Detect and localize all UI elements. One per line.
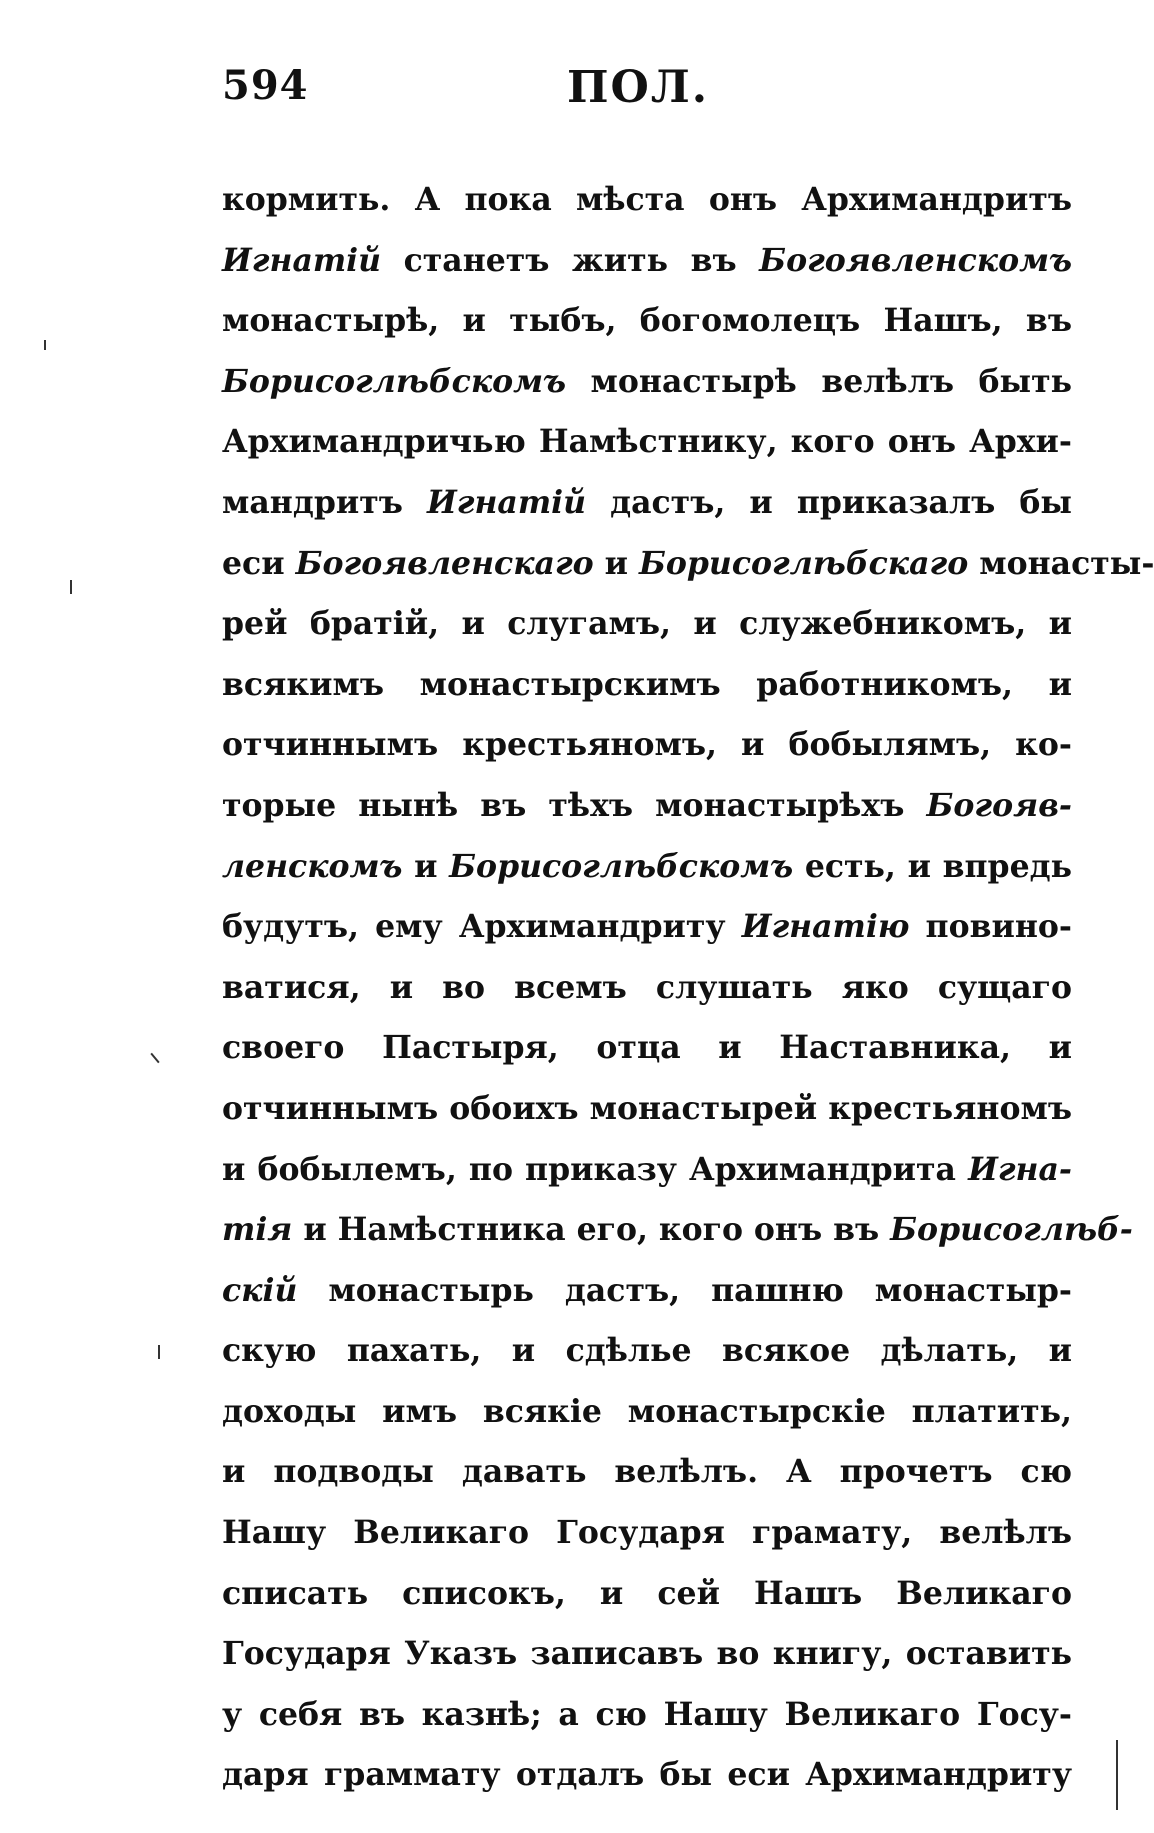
italic-text: Богоявленскаго	[295, 544, 594, 582]
text-line	[222, 1503, 1072, 1564]
text-run: и подводы давать велѣлъ. А прочетъ сю	[222, 1453, 1072, 1491]
text-line	[222, 776, 1072, 837]
text-run: всякимъ монастырскимъ работникомъ, и	[222, 665, 1072, 703]
body-text	[222, 170, 1154, 1806]
text-line	[222, 1200, 1133, 1261]
text-run: монасты-	[968, 544, 1154, 582]
italic-text: Борисоглѣбскаго	[638, 544, 969, 582]
text-line	[222, 715, 1072, 776]
text-line	[222, 170, 1072, 231]
text-run: даря граммату отдалъ бы еси Архимандриту	[222, 1756, 1072, 1794]
italic-text: Игнатій	[222, 241, 382, 279]
italic-text: Борисоглѣбскомъ	[449, 847, 794, 885]
text-run: и Намѣстника его, кого онъ въ	[292, 1211, 891, 1249]
text-run: еси	[222, 544, 296, 582]
text-run: есть, и впредь	[793, 847, 1073, 885]
text-line	[222, 897, 1072, 958]
text-run: своего Пастыря, отца и Наставника, и	[222, 1029, 1072, 1067]
text-run: Архимандричью Намѣстнику, кого онъ Архи-	[222, 423, 1072, 461]
text-run: монастырѣ, и тыбъ, богомолецъ Нашъ, въ	[222, 302, 1072, 340]
italic-text: Игна-	[968, 1150, 1072, 1188]
running-head: ПОЛ.	[567, 62, 710, 113]
text-run: монастырь дастъ, пашню монастыр-	[297, 1271, 1072, 1309]
text-run: и	[593, 544, 639, 582]
italic-text: Богояв-	[926, 786, 1072, 824]
text-run: и бобылемъ, по приказу Архимандрита	[222, 1150, 969, 1188]
text-line	[222, 412, 1072, 473]
text-run: отчиннымъ обоихъ монастырей крестьяномъ	[222, 1089, 1072, 1127]
text-line	[222, 473, 1072, 534]
text-run: монастырѣ велѣлъ быть	[566, 362, 1072, 400]
text-line	[222, 1564, 1072, 1625]
text-line	[222, 1261, 1072, 1322]
italic-text: Борисоглѣбскомъ	[222, 362, 566, 400]
margin-mark	[150, 1053, 159, 1063]
text-run: и	[402, 847, 450, 885]
text-line	[222, 1018, 1072, 1079]
text-run: кормить. А пока мѣста онъ Архимандритъ	[222, 181, 1072, 218]
italic-text: Игнатію	[741, 908, 910, 946]
text-line	[222, 1382, 1072, 1443]
text-run: рей братій, и слугамъ, и служебникомъ, и	[222, 605, 1072, 643]
text-run: будутъ, ему Архимандриту	[222, 908, 742, 946]
text-line	[222, 534, 1154, 595]
text-line	[222, 958, 1072, 1019]
margin-mark	[158, 1345, 160, 1359]
text-line	[222, 1685, 1072, 1746]
text-line	[222, 1321, 1072, 1382]
text-line	[222, 1442, 1072, 1503]
italic-text: ленскомъ	[222, 847, 403, 885]
text-line	[222, 1140, 1072, 1201]
text-run: повино-	[909, 908, 1072, 946]
text-run: мандритъ	[222, 483, 427, 521]
text-run: у себя въ казнѣ; а сю Нашу Великаго Госу-	[222, 1695, 1072, 1733]
text-run: торые нынѣ въ тѣхъ монастырѣхъ	[222, 786, 927, 824]
italic-text: Богоявленскомъ	[759, 241, 1072, 279]
page-number: 594	[222, 62, 309, 109]
text-run: отчиннымъ крестьяномъ, и бобылямъ, ко-	[222, 726, 1072, 764]
text-line	[222, 1624, 1072, 1685]
text-run: Государя Указъ записавъ во книгу, оставить	[222, 1635, 1072, 1673]
margin-mark	[44, 340, 46, 350]
text-run: дастъ, и приказалъ бы	[586, 483, 1072, 521]
text-line	[222, 352, 1072, 413]
text-run: Нашу Великаго Государя грамату, велѣлъ	[222, 1514, 1072, 1552]
text-run: станетъ жить въ	[381, 241, 760, 279]
text-run: ватися, и во всемъ слушать яко сущаго	[222, 968, 1072, 1006]
text-line	[222, 837, 1072, 898]
text-line	[222, 1079, 1072, 1140]
text-line	[222, 291, 1072, 352]
italic-text: Борисоглѣб-	[890, 1211, 1133, 1249]
page-header	[222, 62, 1082, 132]
margin-mark	[1116, 1740, 1118, 1810]
italic-text: тія	[222, 1211, 293, 1249]
text-line	[222, 655, 1072, 716]
text-line	[222, 231, 1072, 292]
text-line	[222, 1745, 1072, 1806]
italic-text: Игнатій	[426, 483, 587, 521]
text-run: скую пахать, и сдѣлье всякое дѣлать, и	[222, 1332, 1072, 1370]
text-run: списать списокъ, и сей Нашъ Великаго	[222, 1574, 1072, 1612]
margin-mark	[70, 580, 72, 594]
italic-text: скій	[222, 1271, 298, 1309]
text-run: доходы имъ всякіе монастырскіе платить,	[222, 1392, 1072, 1430]
text-line	[222, 594, 1072, 655]
